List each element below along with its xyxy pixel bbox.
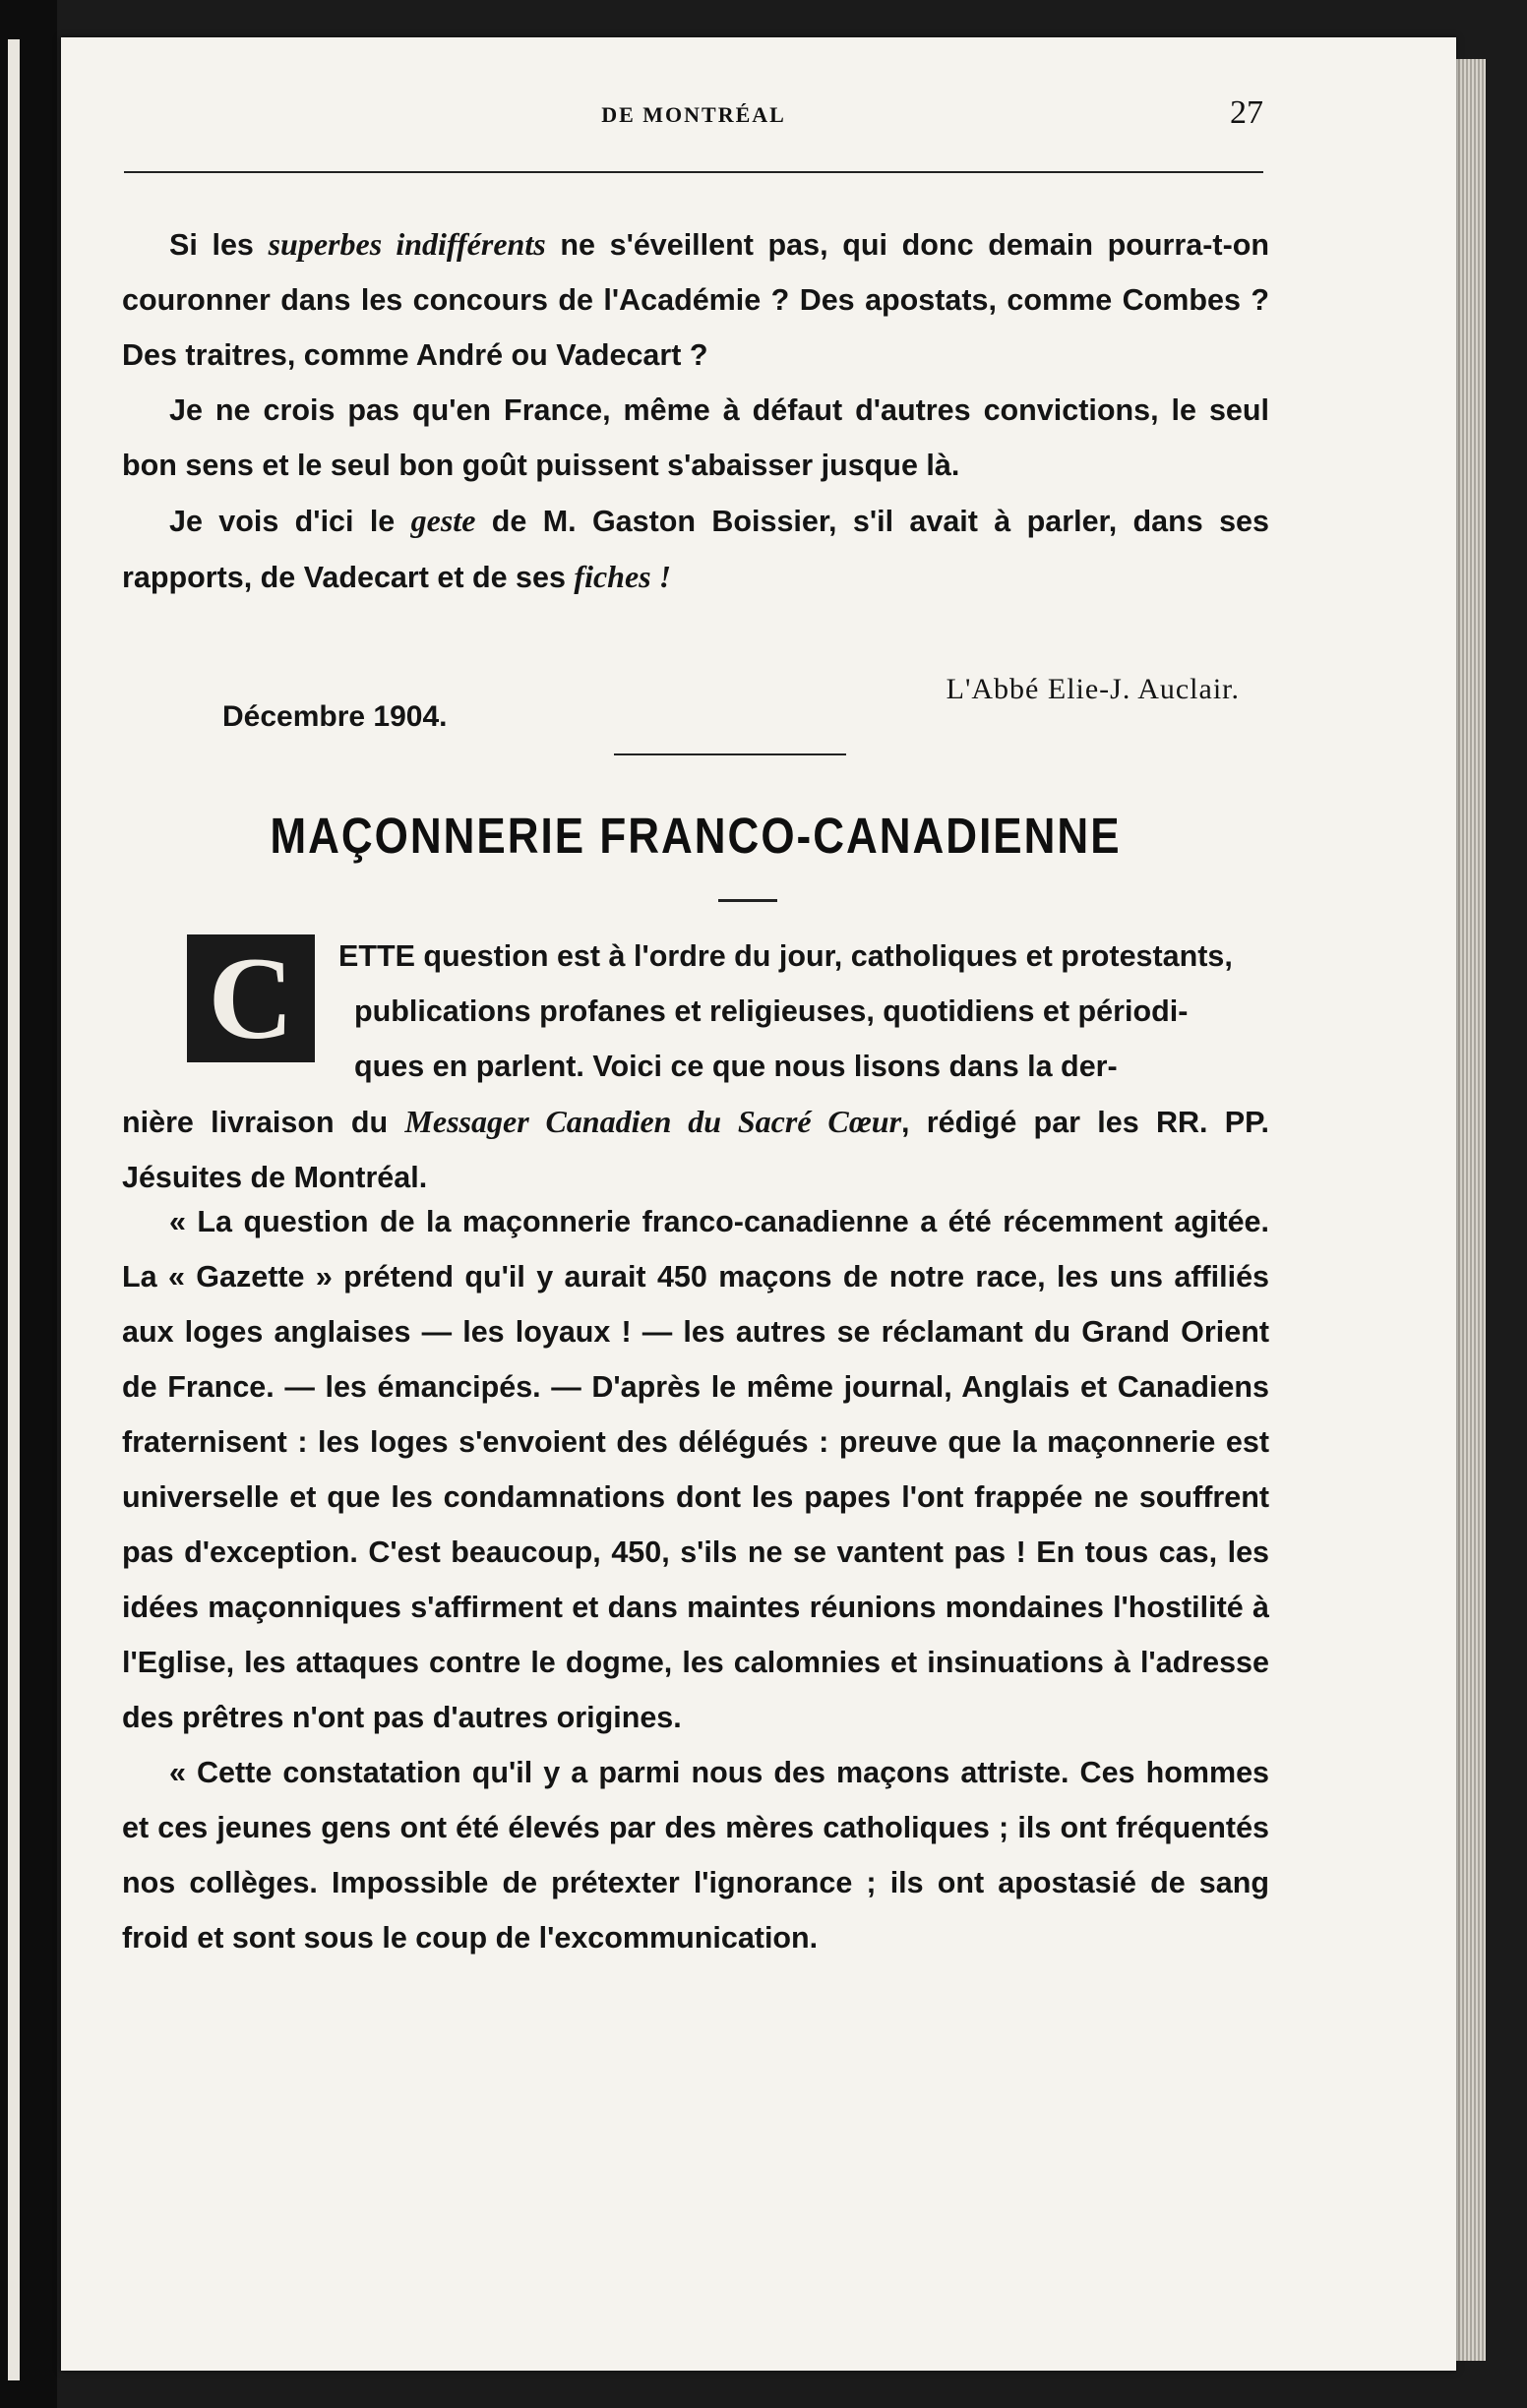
- paragraph-1: Si les superbes indifférents ne s'éveillent pas, qui donc demain pourra-t-on couronner dans les concours de l'Académie ? Des apostats, comme Combes ? Des traitres, comme André ou Vadecart ?: [122, 226, 1269, 372]
- page-stack-edge: [1456, 59, 1486, 2361]
- quote-paragraph-1: « La question de la maçonnerie franco-canadienne a été récemment agitée. La « Gazette » prétend qu'il y aurait 450 maçons de notre race, les uns affiliés aux loges anglaises — les loyaux ! — les autres se réclamant du Grand Orient de France. — les émancipés. — D'après le même journal, Anglais et Canadiens fraternisent : les loges s'envoient des délégués : preuve que la maçonnerie est universelle et que les condamnations dont les papes l'ont frappée ne souffrent pas d'exception. C'est beaucoup, 450, s'ils ne se vantent pas ! En tous cas, les idées maçonniques s'affirment et dans maintes réunions mondaines l'hostilité à l'Eglise, les attaques contre le dogme, les calomnies et insinuations à l'adresse des prêtres n'ont pas d'autres origines.: [122, 1205, 1269, 1734]
- dropcap-letter: C: [208, 933, 294, 1063]
- author-signature: L'Abbé Elie-J. Auclair.: [946, 673, 1240, 705]
- dateline: Décembre 1904.: [222, 700, 448, 733]
- title-rule: [718, 899, 777, 902]
- intro-line-3: ques en parlent. Voici ce que nous lisons dans la der-: [354, 1050, 1118, 1083]
- intro-paragraph: [122, 929, 1269, 1205]
- section-separator: [614, 753, 846, 755]
- page-header: [124, 94, 1263, 134]
- quote-paragraph-2: « Cette constatation qu'il y a parmi nous des maçons attriste. Ces hommes et ces jeunes gens ont été élevés par des mères catholiques ; ils ont fréquentés nos collèges. Impossible de prétexter l'ignorance ; ils ont apostasié de sang froid et sont sous le coup de l'excommunication.: [122, 1756, 1269, 1955]
- intro-line-4: nière livraison du Messager Canadien du Sacré Cœur, rédigé par les RR. PP. Jésuites de Montréal.: [122, 1104, 1269, 1194]
- quoted-article: [122, 1194, 1269, 1965]
- page-number: 27: [1230, 94, 1263, 131]
- intro-line-1: ETTE question est à l'ordre du jour, catholiques et protestants,: [338, 939, 1233, 973]
- paragraph-2: Je ne crois pas qu'en France, même à défaut d'autres convictions, le seul bon sens et le seul bon goût puissent s'abaisser jusque là.: [122, 393, 1269, 482]
- section-title: MAÇONNERIE FRANCO-CANADIENNE: [270, 809, 1122, 865]
- closing-paragraphs: [122, 216, 1269, 605]
- previous-page-edge: [8, 39, 20, 2380]
- paragraph-3: Je vois d'ici le geste de M. Gaston Boissier, s'il avait à parler, dans ses rapports, de Vadecart et de ses fiches !: [122, 503, 1269, 594]
- header-rule: [124, 171, 1263, 173]
- running-title: DE MONTRÉAL: [601, 102, 786, 127]
- intro-line-2: publications profanes et religieuses, quotidiens et périodi-: [354, 994, 1189, 1028]
